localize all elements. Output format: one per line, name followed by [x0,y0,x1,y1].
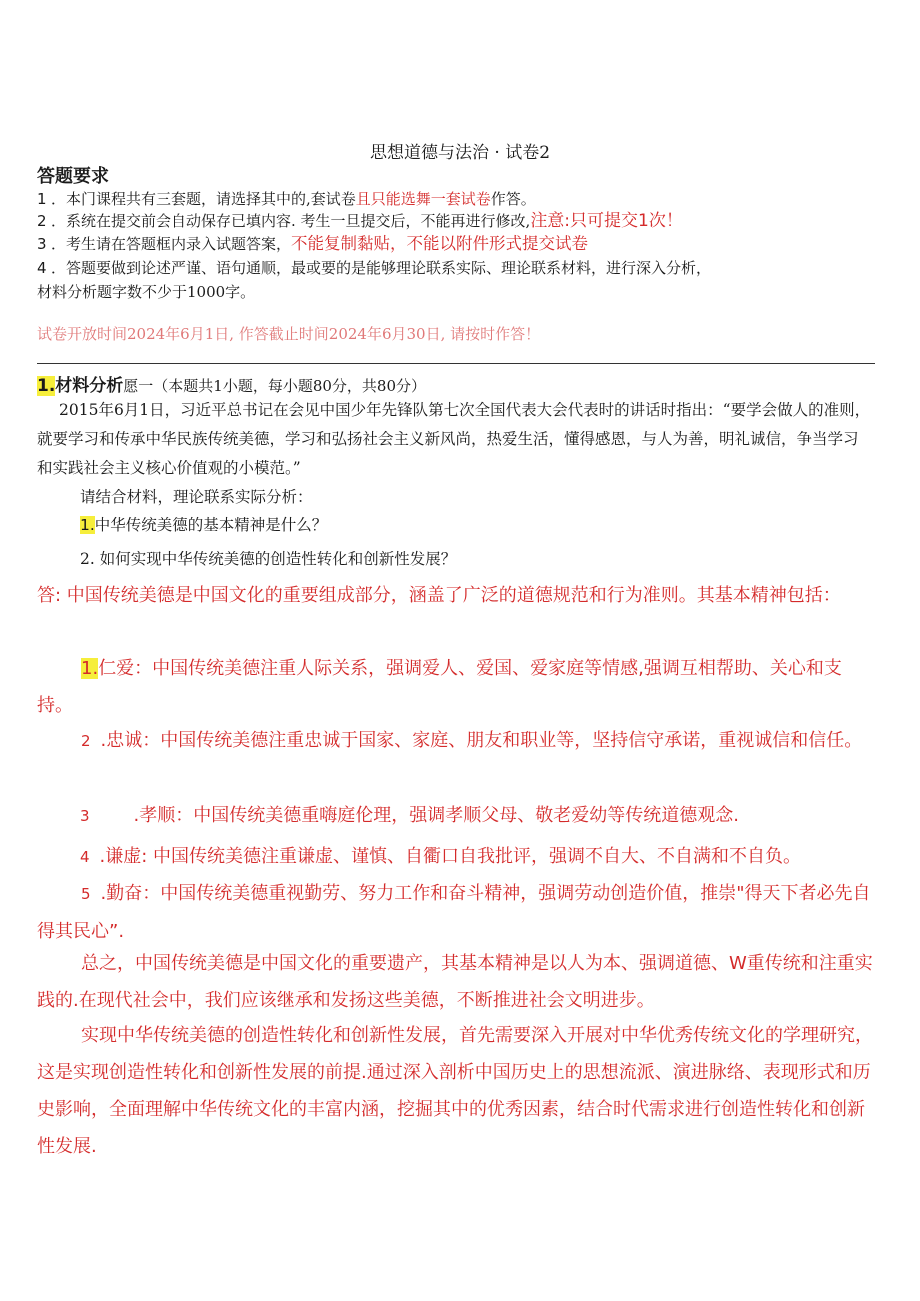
page-title: 思想道德与法治 · 试卷2 [369,143,551,163]
answer-point-4: 4 .谦虚: 中国传统美德注重谦虚、谨慎、自衢口自我批评，强调不自大、不自满和不自负。 [80,846,802,867]
requirements-heading: 答题要求 [37,166,109,187]
answer-intro: 答: 中国传统美德是中国文化的重要组成部分，涵盖了广泛的道德规范和行为准则。其基本精神包括： [37,585,841,606]
question-material: 2015年6月1日，习近平总书记在会见中国少年先锋队第七次全国代表大会代表时的讲话时指出：“要学会做人的准则，就要学习和传承中华民族传统美德，学习和弘扬社会主义新风尚，热爱生活，懂得感恩，与人为善，明礼诚信，争当学习和实践社会主义核心价值观的小模范。” [37,401,871,477]
requirement-item-2: 2 ．系统在提交前会自动保存已填内容. 考生一旦提交后，不能再进行修改,注意:只可提交1次！ [37,211,683,231]
answer-summary: 总之，中国传统美德是中国文化的重要遗产，其基本精神是以人为本、强调道德、W重传统和注重实践的.在现代社会中，我们应该继承和发扬这些美德，不断推进社会文明进步。 [37,953,873,1011]
answer-point-5: 5 .勤奋：中国传统美德重视勤劳、努力工作和奋斗精神，强调劳动创造价值，推崇"得天下者必先自得其民心”. [37,883,871,942]
question-number: 1. [37,376,56,396]
requirement-item-4-cont: 材料分析题字数不少于1000字。 [37,283,256,301]
question-prompt: 请结合材料，理论联系实际分析： [80,488,313,506]
sub-question-1: 1.中华传统美德的基本精神是什么？ [80,516,328,534]
exam-time-notice: 试卷开放时间2024年6月1日, 作答截止时间2024年6月30日, 请按时作答！ [37,325,541,343]
requirement-item-1: 1 ．本门课程共有三套题，请选择其中的,套试卷且只能选舞一套试卷作答。 [37,190,536,208]
answer-point-1: 1.仁爱：中国传统美德注重人际关系，强调爱人、爱国、爱家庭等情感,强调互相帮助、关心和支持。 [37,658,842,716]
question-heading: 1.材料分析愿一（本题共1小题，每小题80分，共80分） [37,376,427,396]
answer-point-2: 2 .忠诚：中国传统美德注重忠诚于国家、家庭、朋友和职业等，坚持信守承诺，重视诚信和信任。 [81,730,863,751]
divider [37,363,875,364]
answer-point-3: 3 .孝顺：中国传统美德重嗨庭伦理，强调孝顺父母、敬老爱幼等传统道德观念. [80,805,739,826]
requirement-item-4: 4 ．答题要做到论述严谨、语句通顺，最或要的是能够理论联系实际、理论联系材料，进行深入分析， [37,259,712,277]
requirement-item-3: 3 ．考生请在答题框内录入试题答案，不能复制黏贴，不能以附件形式提交试卷 [37,234,589,253]
question-type: 材料分析 [55,376,124,396]
answer-part-2: 实现中华传统美德的创造性转化和创新性发展，首先需要深入开展对中华优秀传统文化的学理研究，这是实现创造性转化和创新性发展的前提.通过深入剖析中国历史上的思想流派、演进脉络、表现形式和历史影响，全面理解中华传统文化的丰富内涵，挖掘其中的优秀因素，结合时代需求进行创造性转化和创新性发展. [37,1025,873,1157]
sub-question-2: 2. 如何实现中华传统美德的创造性转化和创新性发展？ [80,550,457,568]
